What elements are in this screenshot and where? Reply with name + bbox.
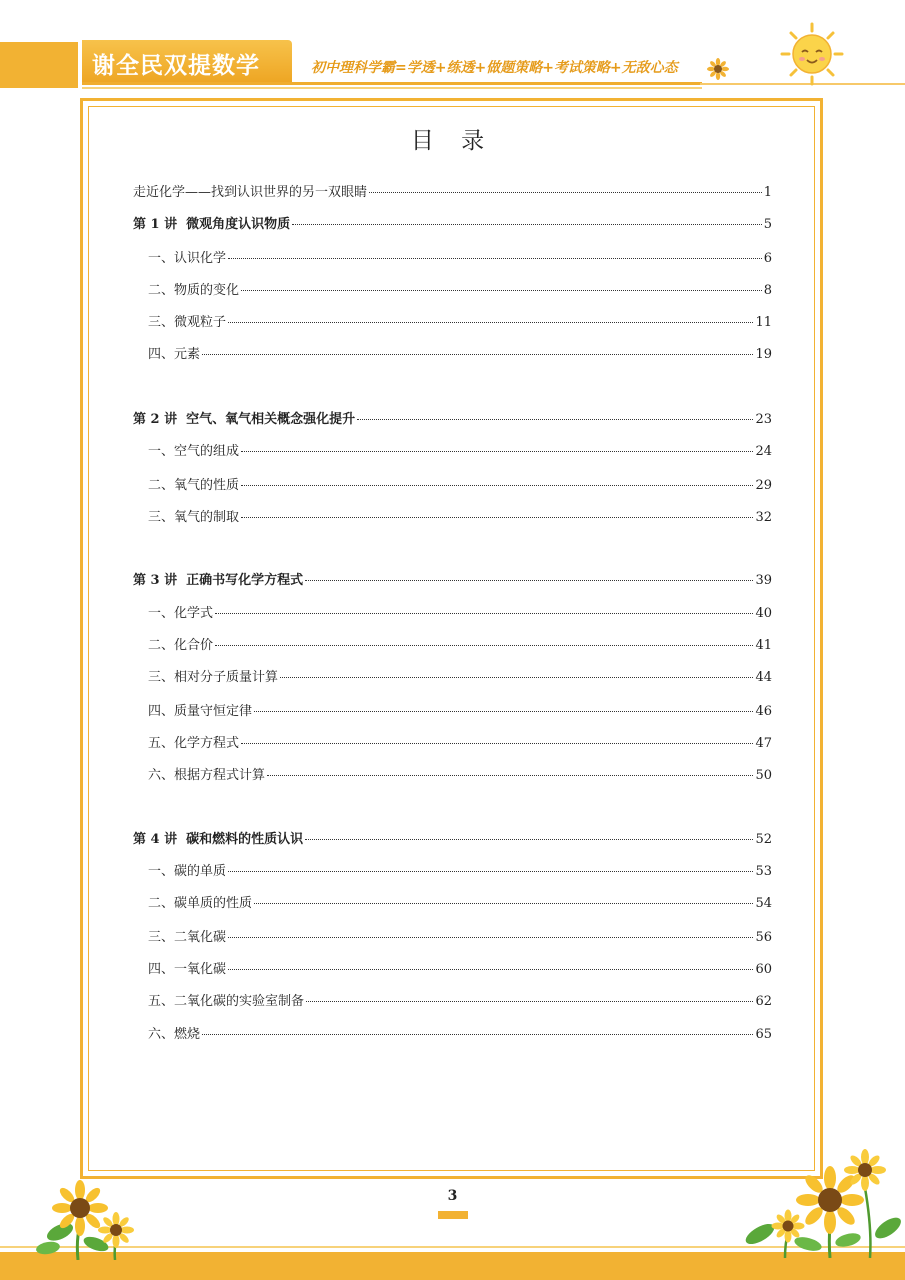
toc-section-row[interactable] (148, 767, 772, 785)
header-slogan: 初中理科学霸=学透+练透+做题策略+考试策略+无敌心态 (311, 60, 678, 76)
toc-entry-label: 第 4 讲 碳和燃料的性质认识 (133, 832, 304, 847)
toc-section-row[interactable] (148, 863, 772, 881)
toc-entry-label: 六、燃烧 (148, 1027, 201, 1042)
toc-entry-label: 二、碳单质的性质 (148, 896, 253, 911)
toc-entry-label: 五、二氧化碳的实验室制备 (148, 994, 305, 1009)
toc-entry-label: 二、物质的变化 (148, 283, 240, 298)
toc-section-row[interactable] (148, 929, 772, 947)
toc-section-row[interactable] (148, 250, 772, 268)
toc-intro-row[interactable] (133, 184, 772, 202)
toc-entry-page: 41 (755, 638, 772, 653)
toc-entry-label: 四、质量守恒定律 (148, 704, 253, 719)
toc-entry-page: 60 (755, 962, 772, 977)
page-number-bar (438, 1211, 468, 1219)
toc-entry-label: 一、碳的单质 (148, 864, 227, 879)
toc-dot-leader (202, 354, 753, 355)
toc-entry-page: 52 (755, 832, 772, 847)
toc-dot-leader (215, 645, 753, 646)
toc-entry-page: 1 (763, 185, 772, 200)
toc-entry-label: 三、相对分子质量计算 (148, 670, 279, 685)
toc-dot-leader (357, 419, 753, 420)
toc-section-row[interactable] (148, 605, 772, 623)
toc-entry-page: 40 (755, 606, 772, 621)
toc-dot-leader (241, 290, 762, 291)
toc-section-row[interactable] (148, 282, 772, 300)
toc-entry-label: 第 2 讲 空气、氧气相关概念强化提升 (133, 412, 356, 427)
toc-entry-label: 一、认识化学 (148, 251, 227, 266)
toc-entry-label: 第 1 讲 微观角度认识物质 (133, 217, 291, 232)
toc-dot-leader (228, 969, 753, 970)
toc-entry-page: 56 (755, 930, 772, 945)
toc-dot-leader (292, 224, 762, 225)
toc-dot-leader (241, 743, 753, 744)
toc-section-row[interactable] (148, 637, 772, 655)
toc-entry-label: 四、一氧化碳 (148, 962, 227, 977)
page-number: 3 (447, 1188, 458, 1204)
toc-entry-page: 5 (763, 217, 772, 232)
page-title: 目 录 (410, 128, 495, 154)
toc-section-row[interactable] (148, 1026, 772, 1044)
toc-dot-leader (202, 1034, 753, 1035)
toc-entry-label: 一、化学式 (148, 606, 214, 621)
toc-dot-leader (267, 775, 753, 776)
toc-dot-leader (241, 485, 753, 486)
toc-dot-leader (228, 258, 762, 259)
sunflower-right-icon (730, 1148, 905, 1258)
toc-section-row[interactable] (148, 346, 772, 364)
toc-section-row[interactable] (148, 477, 772, 495)
toc-section-row[interactable] (148, 961, 772, 979)
toc-entry-label: 四、元素 (148, 347, 201, 362)
toc-dot-leader (228, 871, 753, 872)
toc-section-row[interactable] (148, 509, 772, 527)
toc-dot-leader (369, 192, 762, 193)
toc-entry-page: 62 (755, 994, 772, 1009)
toc-dot-leader (228, 322, 753, 323)
header-title: 谢全民双提数学 (92, 53, 260, 79)
toc-entry-page: 44 (755, 670, 772, 685)
toc-entry-label: 三、氧气的制取 (148, 510, 240, 525)
toc-section-row[interactable] (148, 895, 772, 913)
toc-section-row[interactable] (148, 735, 772, 753)
toc-entry-page: 23 (755, 412, 772, 427)
toc-entry-page: 29 (755, 478, 772, 493)
toc-entry-label: 五、化学方程式 (148, 736, 240, 751)
toc-entry-label: 六、根据方程式计算 (148, 768, 266, 783)
toc-entry-page: 39 (755, 573, 772, 588)
toc-entry-page: 65 (755, 1027, 772, 1042)
toc-entry-label: 一、空气的组成 (148, 444, 240, 459)
toc-entry-page: 19 (755, 347, 772, 362)
toc-entry-label: 三、微观粒子 (148, 315, 227, 330)
toc-entry-page: 46 (755, 704, 772, 719)
toc-dot-leader (280, 677, 753, 678)
toc-chapter-row[interactable] (133, 411, 772, 429)
toc-section-row[interactable] (148, 443, 772, 461)
toc-dot-leader (228, 937, 753, 938)
toc-entry-page: 32 (755, 510, 772, 525)
toc-dot-leader (306, 1001, 753, 1002)
toc-entry-page: 6 (763, 251, 772, 266)
toc-entry-label: 三、二氧化碳 (148, 930, 227, 945)
toc-entry-label: 走近化学——找到认识世界的另一双眼睛 (133, 185, 368, 200)
sunflower-left-icon (30, 1170, 140, 1260)
toc-chapter-row[interactable] (133, 216, 772, 234)
toc-dot-leader (305, 839, 753, 840)
toc-dot-leader (254, 711, 753, 712)
toc-chapter-row[interactable] (133, 572, 772, 590)
toc-dot-leader (241, 451, 753, 452)
toc-entry-page: 54 (755, 896, 772, 911)
toc-section-row[interactable] (148, 669, 772, 687)
toc-section-row[interactable] (148, 993, 772, 1011)
toc-entry-label: 二、氧气的性质 (148, 478, 240, 493)
toc-dot-leader (254, 903, 753, 904)
toc-entry-page: 24 (755, 444, 772, 459)
toc-entry-page: 11 (755, 315, 772, 330)
toc-dot-leader (305, 580, 753, 581)
toc-chapter-row[interactable] (133, 831, 772, 849)
toc-dot-leader (215, 613, 753, 614)
toc-entry-page: 47 (755, 736, 772, 751)
toc-section-row[interactable] (148, 703, 772, 721)
toc-entry-page: 53 (755, 864, 772, 879)
toc-entry-page: 8 (763, 283, 772, 298)
toc-section-row[interactable] (148, 314, 772, 332)
toc-dot-leader (241, 517, 753, 518)
toc-entry-label: 第 3 讲 正确书写化学方程式 (133, 573, 304, 588)
toc-entry-page: 50 (755, 768, 772, 783)
toc-entry-label: 二、化合价 (148, 638, 214, 653)
